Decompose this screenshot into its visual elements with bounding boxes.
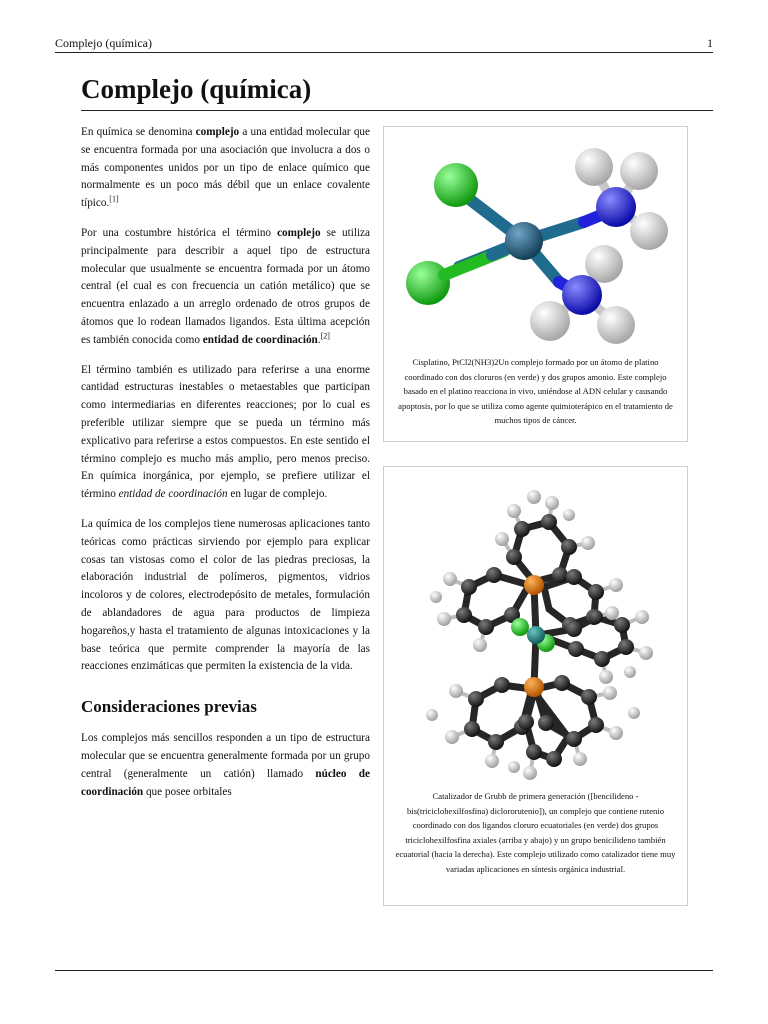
section-heading: Consideraciones previas (81, 697, 257, 717)
figure-cisplatin (383, 126, 688, 442)
paragraph-3: El término también es utilizado para referirse a una enorme cantidad estructuras inestables o metaestables que participan como intermediarias en diferentes reacciones; por lo cual es preferible utilizar siempre que se pueda un término más explicativo para referirse a estos compuestos. En este sentido el término complejo es mucho más amplio, pero menos preciso. En química inorgánica, por ejemplo, se prefiere utilizar el término entidad de coordinación en lugar de complejo. (81, 363, 370, 501)
term-nucleo-coordinacion: núcleo de coordinación (81, 767, 370, 798)
paragraph-5: Los complejos más sencillos responden a un tipo de estructura molecular que se encuentra generalmente formada por un grupo central (generalmente un catión) llamado núcleo de coordinación que posee orbitales (81, 732, 370, 798)
term-entidad-coordinacion: entidad de coordinación (202, 333, 318, 346)
running-title: Complejo (química) (55, 36, 152, 50)
figure-caption: Catalizador de Grubb de primera generación ([bencilideno - bis(triciclohexilfosfina) diclororutenio]), un complejo que contiene rutenio coordinado con dos ligandos cloruro ecuatoriales (en verde) dos grupos triciclohexilfosfina axiales (arriba y abajo) y un grupo benicilideno también ecuatorial (hacia la derecha). Este complejo utilizado como catalizador tiene muy variadas aplicaciones en síntesis orgánica industrial. (395, 791, 676, 874)
figure-caption: Cisplatino, PtCl2(NH3)2Un complejo formado por un átomo de platino coordinado con dos cloruros (en verde) y dos grupos amonio. Este complejo basado en el platino reacciona in vivo, uniéndose al ADN celular y causando apoptosis, por lo que se utiliza como agente quimioterápico en el tratamiento de muchos tipos de cáncer. (398, 357, 673, 426)
paragraph-4: La química de los complejos tiene numerosas aplicaciones tanto teóricas como prácticas sirviendo por ejemplo para explicar cosas tan vistosas como el color de las piedras preciosas, la elaboración industrial de polímeros, pigmentos, vidrios incoloros y de colores, electrodepósito de metales, formulación de ablandadores de agua para productos de limpieza hogareños,y hasta el tratamiento de algunas intoxicaciones y la base teórica que permite comprender la mayoría de las reacciones enzimáticas que permiten la existencia de la vida. (81, 517, 370, 673)
term-entidad-coordinacion-italic: entidad de coordinación (118, 488, 228, 501)
article-body (81, 124, 370, 813)
paragraph-2: Por una costumbre histórica el término complejo se utiliza principalmente para describir a aquel tipo de estructura molecular que usualmente se encuentra formada por un átomo central (el cual es con frecuencia un catión metálico) que se encuentra enlazado a un arreglo ordenado de otros grupos de átomos que lo rodean llamados ligandos. Esta última acepción es también conocida como entidad de coordinación.[2] (81, 226, 370, 346)
running-header (55, 34, 713, 53)
page-number: 1 (707, 36, 713, 50)
figure-grubbs-catalyst (383, 466, 688, 906)
title-divider (81, 110, 713, 111)
reference-link[interactable]: [2] (320, 331, 330, 341)
term-complejo: complejo (277, 226, 321, 239)
paragraph-1: En química se denomina complejo a una entidad molecular que se encuentra formada por una asociación que involucra a dos o más componentes unidos por un tipo de enlace químico que normalmente es un poco más débil que un enlace covalente típico.[1] (81, 126, 370, 210)
grubbs-catalyst-model-image (384, 467, 687, 789)
reference-link[interactable]: [1] (109, 194, 119, 204)
footer-divider (55, 970, 713, 971)
term-complejo: complejo (195, 126, 240, 138)
cisplatin-model-image (384, 127, 687, 355)
page-title: Complejo (química) (81, 74, 312, 104)
